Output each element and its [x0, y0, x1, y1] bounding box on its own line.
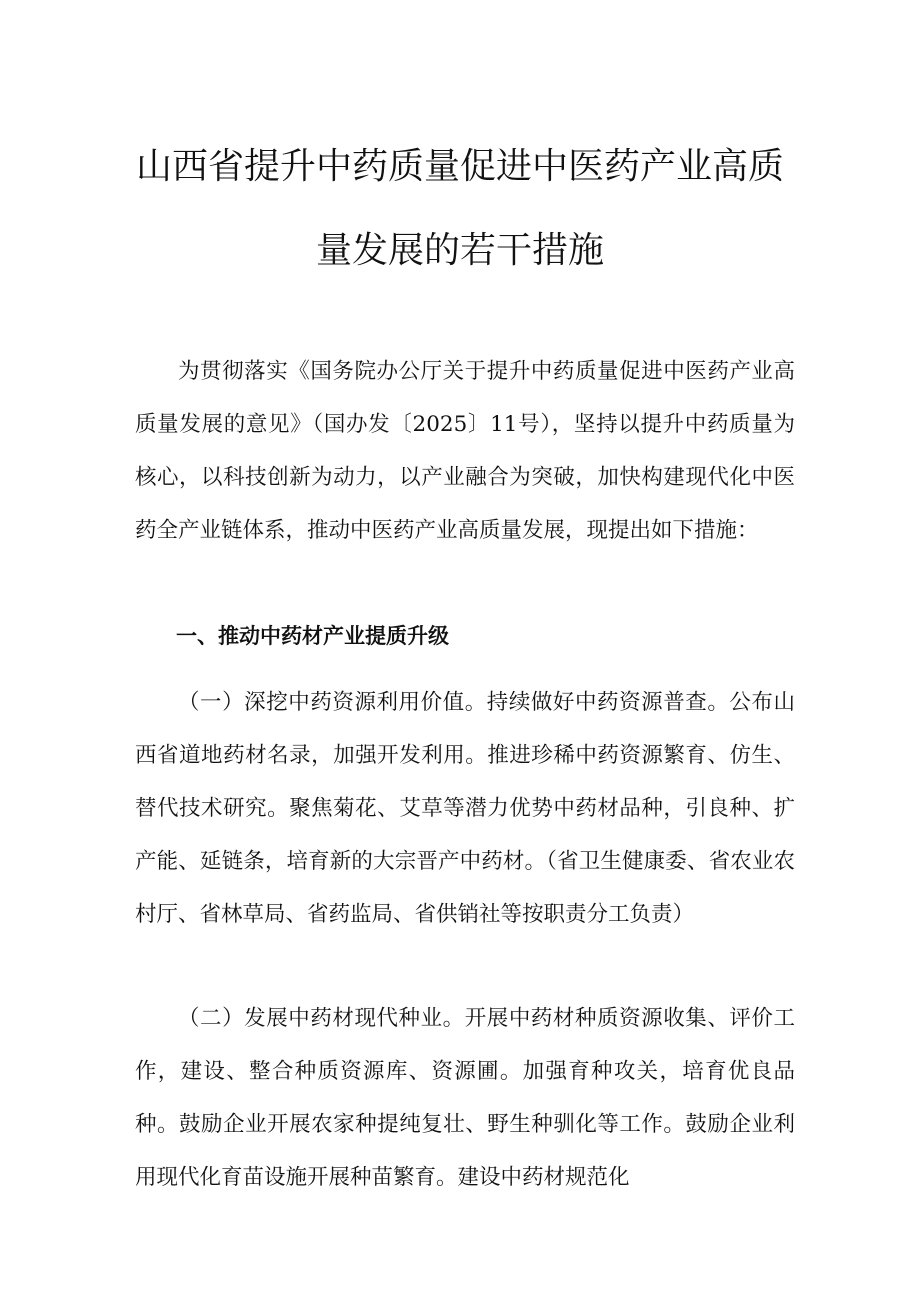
item-2-block: [135, 992, 795, 1204]
document-title-line-2: 量发展的若干措施: [315, 230, 604, 271]
item-1-paragraph: （一）深挖中药资源利用价值。持续做好中药资源普查。公布山西省道地药材名录，加强开发利用。推进珍稀中药资源繁育、仿生、替代技术研究。聚焦菊花、艾草等潜力优势中药材品种，引良种、扩产能、延链条，培育新的大宗晋产中药材。（省卫生健康委、省农业农村厅、省林草局、省药监局、省供销社等按职责分工负责）: [135, 690, 795, 927]
item-1-block: [135, 676, 795, 941]
intro-paragraph: 为贯彻落实《国务院办公厅关于提升中药质量促进中医药产业高质量发展的意见》（国办发〔2025〕11号），坚持以提升中药质量为核心，以科技创新为动力，以产业融合为突破，加快构建现代化中医药全产业链体系，推动中医药产业高质量发展，现提出如下措施：: [135, 359, 795, 543]
section-1-heading: 一、推动中药材产业提质升级: [176, 624, 449, 648]
item-2-paragraph: （二）发展中药材现代种业。开展中药材种质资源收集、评价工作，建设、整合种质资源库、资源圃。加强育种攻关，培育优良品种。鼓励企业开展农家种提纯复壮、野生种驯化等工作。鼓励企业利用现代化育苗设施开展种苗繁育。建设中药材规范化: [135, 1006, 795, 1190]
intro-paragraph-block: [135, 345, 795, 557]
document-title-line-1: 山西省提升中药质量促进中医药产业高质: [135, 146, 784, 187]
